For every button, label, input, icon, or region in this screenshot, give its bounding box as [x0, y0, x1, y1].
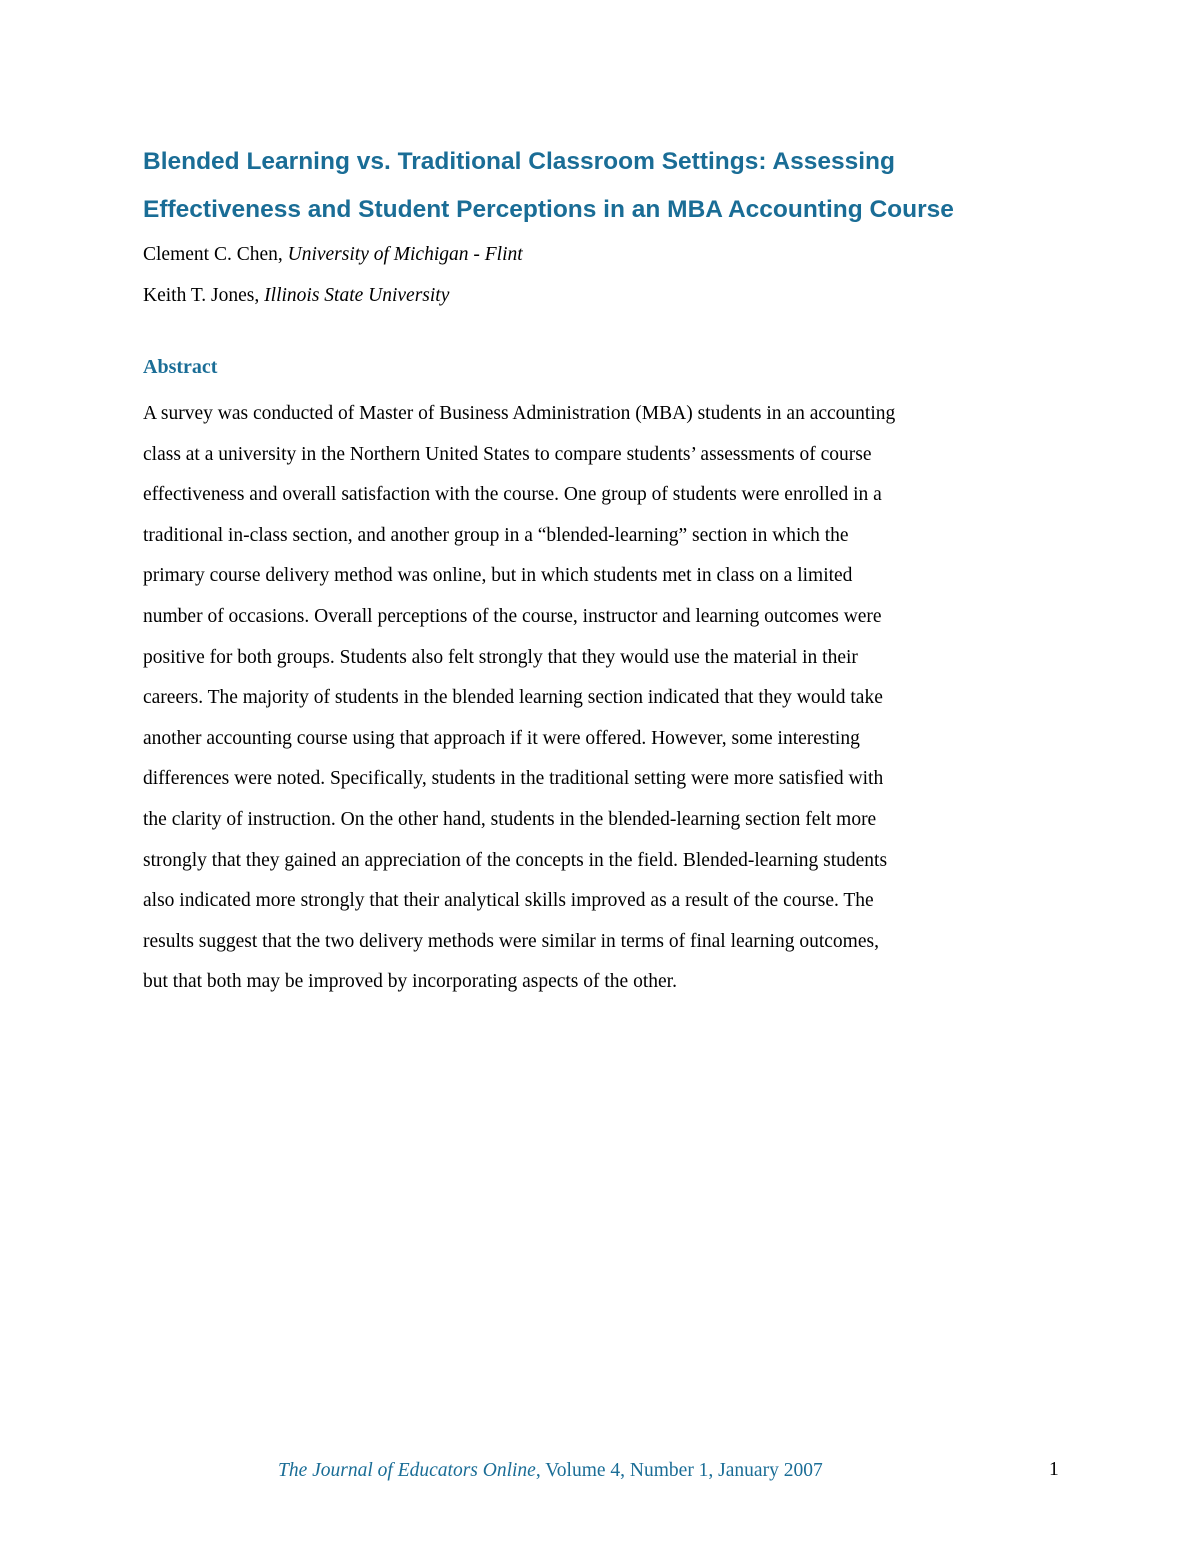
abstract-line: but that both may be improved by incorporating aspects of the other. — [143, 971, 677, 993]
abstract-line: number of occasions. Overall perceptions of the course, instructor and learning outcomes were — [143, 605, 882, 627]
title-line-1: Blended Learning vs. Traditional Classroom Settings: Assessing — [143, 148, 895, 175]
author-1-name: Clement C. Chen, — [143, 244, 283, 265]
journal-footer — [278, 1460, 823, 1482]
abstract-line: positive for both groups. Students also felt strongly that they would use the material in their — [143, 646, 858, 668]
abstract-line: strongly that they gained an appreciation of the concepts in the field. Blended-learning students — [143, 849, 888, 871]
abstract-line: A survey was conducted of Master of Business Administration (MBA) students in an accounting — [143, 403, 896, 424]
abstract-body — [143, 394, 1063, 1003]
author-1 — [143, 234, 523, 275]
title-line-2: Effectiveness and Student Perceptions in an MBA Accounting Course — [143, 196, 954, 223]
author-list — [143, 234, 523, 316]
abstract-line: primary course delivery method was online, but in which students met in class on a limited — [143, 565, 853, 587]
abstract-line: the clarity of instruction. On the other hand, students in the blended-learning section felt more — [143, 808, 877, 830]
author-1-affiliation: University of Michigan - Flint — [287, 244, 523, 265]
author-2-affiliation: Illinois State University — [264, 285, 450, 306]
page-number: 1 — [1049, 1459, 1059, 1480]
author-2 — [143, 275, 523, 316]
abstract-line: also indicated more strongly that their analytical skills improved as a result of the course. The — [143, 890, 874, 912]
abstract-line: effectiveness and overall satisfaction with the course. One group of students were enrolled in a — [143, 484, 882, 506]
journal-issue-details: , Volume 4, Number 1, January 2007 — [535, 1460, 823, 1481]
abstract-line: careers. The majority of students in the blended learning section indicated that they would take — [143, 687, 883, 709]
author-2-name: Keith T. Jones, — [143, 285, 260, 306]
journal-name: The Journal of Educators Online — [278, 1460, 536, 1481]
abstract-line: class at a university in the Northern United States to compare students’ assessments of course — [143, 443, 872, 465]
abstract-line: differences were noted. Specifically, students in the traditional setting were more satisfied with — [143, 768, 884, 790]
abstract-line: results suggest that the two delivery methods were similar in terms of final learning outcomes, — [143, 930, 879, 952]
abstract-line: another accounting course using that approach if it were offered. However, some interesting — [143, 727, 860, 749]
paper-title — [143, 138, 1083, 234]
abstract-line: traditional in-class section, and another group in a “blended-learning” section in which the — [143, 524, 849, 546]
abstract-heading: Abstract — [143, 356, 218, 378]
